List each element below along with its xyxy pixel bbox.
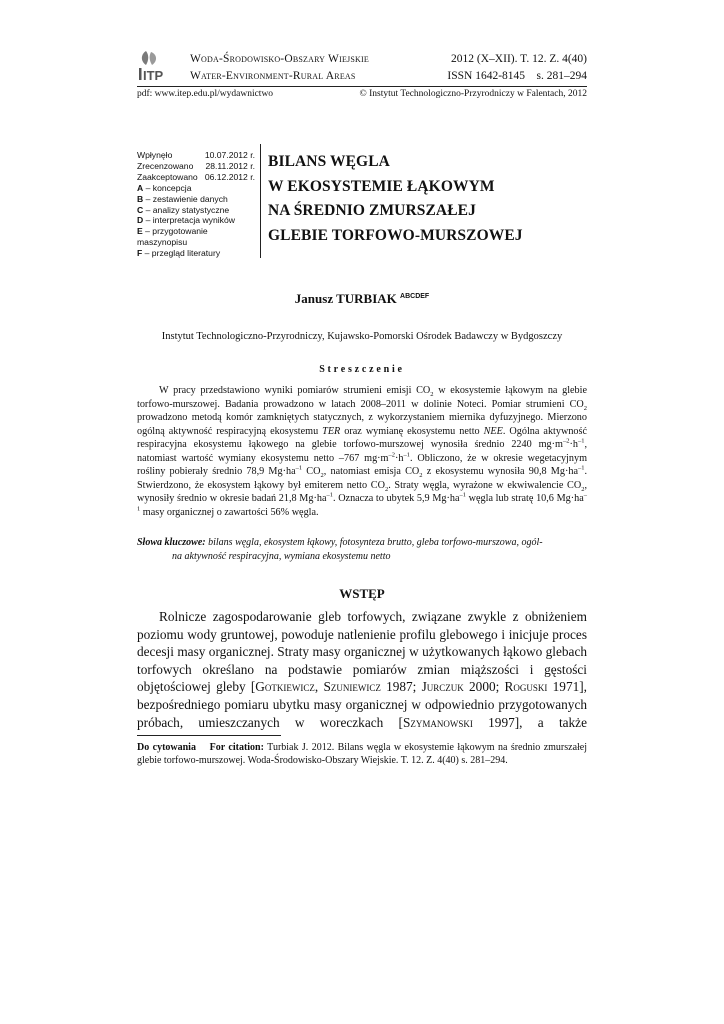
- header-rule: [137, 86, 587, 87]
- citation-ref: Gotkiewicz, Szuniewicz: [255, 679, 381, 695]
- citation-ref: Szymanowski: [402, 714, 473, 730]
- author-name: Janusz TURBIAK: [294, 291, 397, 306]
- logo-text: ITP: [143, 68, 164, 83]
- author-roles: ABCDEF: [400, 293, 430, 300]
- citation-label: Do cytowania For citation:: [137, 742, 264, 753]
- contribution-d: D – interpretacja wyników: [137, 215, 235, 226]
- metadata-divider: [260, 144, 261, 258]
- journal-name-en: Water-Environment-Rural Areas: [190, 70, 356, 82]
- citation-ref: Roguski: [504, 679, 548, 695]
- contribution-e: E – przygotowanie maszynopisu: [137, 226, 208, 248]
- title-line: NA ŚREDNIO ZMURSZAŁEJ: [268, 202, 476, 219]
- date-received: Wpłynęło 10.07.2012 r.: [137, 150, 255, 160]
- contribution-b: B – zestawienie danych: [137, 193, 228, 204]
- title-line: W EKOSYSTEMIE ŁĄKOWYM: [268, 177, 495, 195]
- abstract-heading: Streszczenie: [319, 364, 405, 375]
- issue-info: 2012 (X–XII). T. 12. Z. 4(40): [451, 53, 587, 65]
- date-reviewed: Zrecenzowano 28.11.2012 r.: [137, 160, 255, 171]
- contribution-a: A – koncepcja: [137, 182, 192, 193]
- title-line: BILANS WĘGLA: [268, 153, 390, 170]
- citation-note: Do cytowania For citation: Turbiak J. 2012. Bilans węgla w ekosystemie łąkowym na średnio zmurszałej glebie torfowo-murszowej. Woda-Środowisko-Obszary Wiejskie. T. 12. Z. 4(40) s. 281–294.: [137, 742, 588, 766]
- footnote-rule: [137, 735, 281, 736]
- article-title: [268, 150, 523, 248]
- issn-pages: ISSN 1642-8145 s. 281–294: [447, 70, 587, 82]
- article-metadata: [137, 150, 255, 259]
- section-heading-intro: WSTĘP: [339, 586, 385, 601]
- title-line: GLEBIE TORFOWO-MURSZOWEJ: [268, 226, 523, 244]
- abstract-text: W pracy przedstawiono wyniki pomiarów strumieni emisji $CO_2$ w ekosystemie łąkowym na glebie torfowo-murszowej. Badania prowadzono w latach 2008–2011 w dolinie Noteci. Pomiar strumieni $CO_2$ prowadzono metodą komór zamkniętych statycznych, z wykorzystaniem miernika dyfuzyjnego. Mierzono ogólną aktywność respiracyjną ekosystemu TER oraz wymianę ekosystemu netto NEE. Ogólna aktywność respiracyjna ekosystemu łąkowego na glebie torfowo-murszowej wynosiła średnio 2240 $mg\cdot m^{-2}\cdot h^{-1}$, natomiast wartość wymiany ekosystemu netto –767 $mg\cdot m^{-2}\cdot h^{-1}$. Obliczono, że w okresie wegetacyjnym rośliny pobierały średnio 78,9 $Mg\cdot ha^{-1}$ $CO_2$, natomiast emisja $CO_2$ z ekosystemu wynosiła 90,8 $Mg\cdot ha^{-1}$. Stwierdzono, że ekosystem łąkowy był emiterem netto $CO_2$. Straty węgla, wyrażone w ekwiwalencie $CO_2$, wynosiły średnio w okresie badań 21,8 $Mg\cdot ha^{-1}$. Oznacza to ubytek 5,9 $Mg\cdot ha^{-1}$ węgla lub stratę 10,6 $Mg\cdot ha^{-1}$ masy organicznej o zawartości 56% węgla.: [137, 385, 588, 518]
- keywords-label: Słowa kluczowe:: [137, 537, 206, 548]
- keywords: Słowa kluczowe: bilans węgla, ekosystem łąkowy, fotosynteza brutto, gleba torfowo-murszowa, ogól- na aktywność respiracyjna, wymiana ekosystemu netto: [137, 537, 543, 562]
- citation-ref: Jurczuk: [421, 679, 464, 695]
- affiliation: Instytut Technologiczno-Przyrodniczy, Kujawsko-Pomorski Ośrodek Badawczy w Bydgoszczy: [161, 331, 563, 342]
- itp-logo: [137, 49, 181, 83]
- journal-name-pl: Woda-Środowisko-Obszary Wiejskie: [190, 53, 369, 65]
- pdf-link[interactable]: pdf: www.itep.edu.pl/wydawnictwo: [137, 89, 274, 99]
- intro-text: Rolnicze zagospodarowanie gleb torfowych, związane zwykle z obniżeniem poziomu wody gruntowej, powoduje natlenienie profilu glebowego i inicjuje proces decesji masy organicznej. Straty masy organicznej w użytkowanych łąkowo glebach torfowych określano na podstawie pomiarów zmian miąższości i gęstości objętościowej gleby [Gotkiewicz, Szuniewicz 1987; Jurczuk 2000; Roguski 1971], bezpośredniego pomiaru ubytku masy organicznej w odpowiednio przygotowanych próbach, umieszczanych w woreczkach [Szymanowski 1997], a także: [137, 609, 588, 730]
- contribution-c: C – analizy statystyczne: [137, 204, 230, 215]
- contribution-f: F – przegląd literatury: [137, 248, 221, 259]
- author: [0, 291, 724, 307]
- copyright: © Instytut Technologiczno-Przyrodniczy w Falentach, 2012: [359, 89, 587, 99]
- date-accepted: Zaakceptowano 06.12.2012 r.: [137, 171, 255, 182]
